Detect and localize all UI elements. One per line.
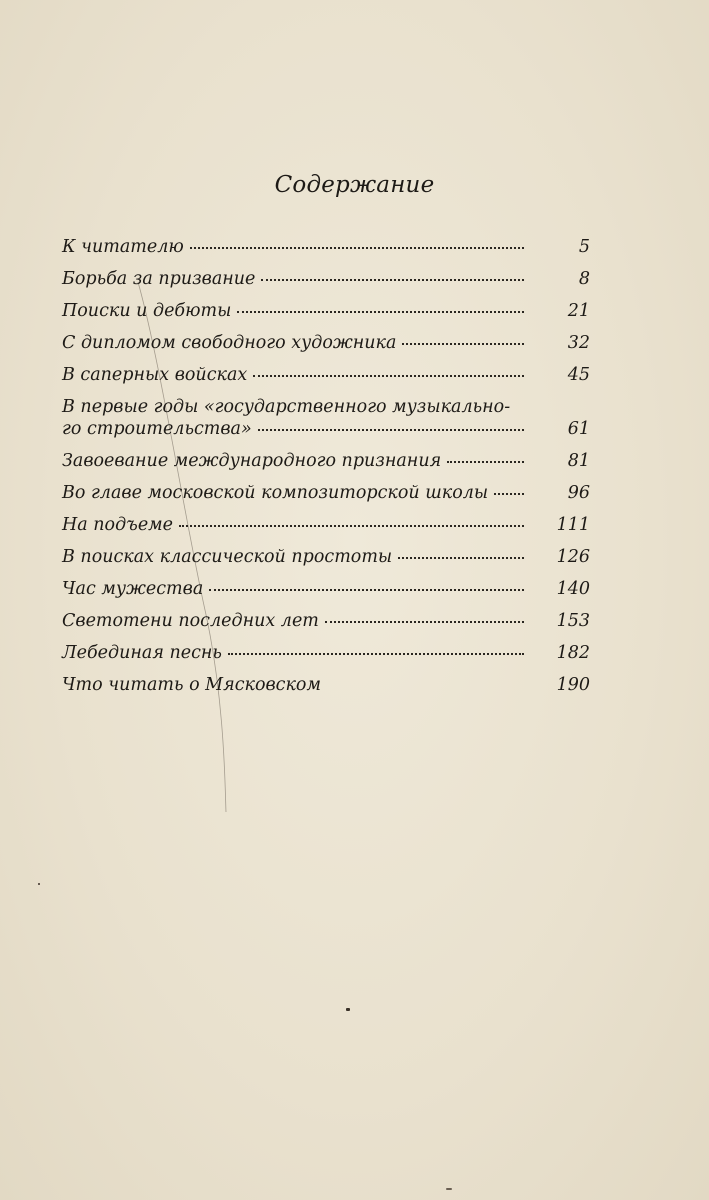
toc-entry-page: 111 <box>556 515 590 535</box>
ink-speck <box>446 1188 452 1190</box>
toc-entry-page: 5 <box>578 237 590 257</box>
toc-entry-label: го строительства» <box>62 419 252 439</box>
toc-entry <box>62 509 590 541</box>
dot-leader <box>179 525 524 527</box>
toc-entry <box>62 295 590 327</box>
toc-title: Содержание <box>274 172 435 198</box>
toc-entry-page: 182 <box>556 643 590 663</box>
toc-entry-page: 61 <box>567 419 590 439</box>
dot-leader <box>237 311 524 313</box>
dot-leader <box>228 653 524 655</box>
toc-entry-page: 21 <box>567 301 590 321</box>
toc-entry-page: 96 <box>567 483 590 503</box>
toc-entry <box>62 541 590 573</box>
toc-entry-label: Лебединая песнь <box>62 643 222 663</box>
toc-entry-label: Светотени последних лет <box>62 611 319 631</box>
toc-entry <box>62 477 590 509</box>
ink-speck <box>38 883 40 885</box>
toc-entry-label: Завоевание международного признания <box>62 451 442 471</box>
toc-entry-page: 190 <box>556 675 590 695</box>
toc-entry <box>62 573 590 605</box>
dot-leader <box>447 461 524 463</box>
table-of-contents <box>62 231 590 701</box>
toc-entry-page: 45 <box>567 365 590 385</box>
toc-entry-page: 140 <box>556 579 590 599</box>
toc-entry-label-line1: В первые годы «государственного музыкально- <box>62 397 511 417</box>
toc-entry-label: В саперных войсках <box>62 365 248 385</box>
dot-leader <box>258 429 524 431</box>
toc-entry-label: С дипломом свободного художника <box>62 333 397 353</box>
toc-entry-label: Поиски и дебюты <box>62 301 232 321</box>
toc-entry <box>62 605 590 637</box>
dot-leader <box>190 247 524 249</box>
toc-entry <box>62 391 590 445</box>
dot-leader <box>253 375 524 377</box>
toc-entry-label: В поисках классической простоты <box>62 547 393 567</box>
toc-entry <box>62 231 590 263</box>
toc-entry-page: 153 <box>556 611 590 631</box>
toc-entry-label: Во главе московской композиторской школы <box>62 483 489 503</box>
dot-leader <box>209 589 524 591</box>
dot-leader <box>494 493 524 495</box>
ink-speck <box>346 1008 350 1011</box>
toc-entry-label: Что читать о Мясковском <box>62 675 321 695</box>
toc-entry <box>62 327 590 359</box>
toc-entry-page: 81 <box>567 451 590 471</box>
toc-entry <box>62 263 590 295</box>
toc-entry <box>62 669 590 701</box>
toc-entry <box>62 359 590 391</box>
toc-entry-label: К читателю <box>62 237 184 257</box>
dot-leader <box>398 557 524 559</box>
toc-entry <box>62 637 590 669</box>
toc-entry-page: 32 <box>567 333 590 353</box>
dot-leader <box>261 279 524 281</box>
toc-entry-label: Час мужества <box>62 579 204 599</box>
toc-entry-label: Борьба за призвание <box>62 269 256 289</box>
toc-entry-label: На подъеме <box>62 515 174 535</box>
toc-entry <box>62 445 590 477</box>
toc-entry-page: 8 <box>578 269 590 289</box>
toc-entry-page: 126 <box>556 547 590 567</box>
dot-leader <box>325 621 524 623</box>
dot-leader <box>402 343 524 345</box>
